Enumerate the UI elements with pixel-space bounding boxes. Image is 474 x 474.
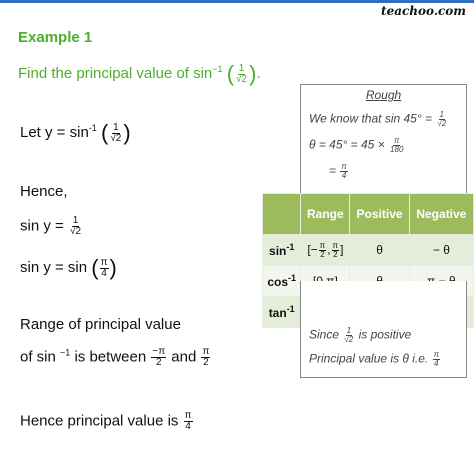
let-fraction (109, 123, 122, 144)
range-a-num: −π (152, 346, 166, 357)
range-sup: −1 (60, 347, 71, 358)
fn-sup: -1 (288, 273, 297, 283)
rough-l2-fraction (389, 137, 404, 154)
range-table-header (263, 194, 474, 235)
siny1-den: √2 (69, 226, 82, 237)
let-sup: -1 (88, 122, 97, 133)
since-den: √2 (344, 335, 354, 344)
siny1-prefix: sin y = (20, 217, 64, 235)
range-a (319, 242, 327, 259)
paren-close: ) (123, 120, 131, 145)
since-tail: is positive (358, 327, 412, 342)
since-fraction (343, 327, 354, 344)
positive-cell: θ (350, 235, 409, 266)
brand-logo: teachoo.com (381, 4, 466, 18)
paren-open: ( (91, 255, 99, 280)
negative-cell: − θ (409, 235, 473, 266)
pv-prefix: Principal value is θ i.e. (309, 351, 429, 366)
table-row-sin (263, 235, 474, 266)
siny1-num: 1 (72, 215, 79, 226)
paren-open: ( (226, 61, 235, 86)
siny2-den: 4 (101, 267, 107, 279)
fn-name: tan (268, 306, 287, 320)
fn-cell (263, 297, 301, 328)
rough-l3-fraction (340, 163, 347, 180)
rough-l1-den: √2 (437, 119, 447, 128)
final-prefix: Hence principal value is (20, 412, 179, 430)
fn-cell (263, 266, 301, 297)
paren-close: ) (109, 255, 117, 280)
range-open: [− (307, 242, 318, 257)
pv-den: 4 (434, 359, 439, 368)
example-title: Example 1 (18, 29, 93, 46)
range-prefix: of sin (20, 348, 56, 366)
range-a-fraction (151, 347, 166, 368)
range-line-2 (20, 347, 211, 368)
rough-line-3 (329, 163, 349, 180)
let-den: √2 (110, 132, 122, 144)
siny2-num: π (100, 256, 108, 268)
range-b-num: π (202, 346, 210, 357)
rough-l1-prefix: We know that sin 45° = (309, 111, 432, 126)
range-cell (301, 235, 350, 266)
range-b (332, 242, 340, 259)
fn-sup: -1 (286, 304, 295, 314)
rough-conclusion-box (300, 281, 467, 378)
range-a-num: π (319, 240, 326, 250)
rough-title: Rough (365, 88, 402, 102)
range-a-den: 2 (155, 357, 162, 368)
paren-open: ( (100, 120, 109, 145)
siny2-fraction (100, 258, 109, 279)
final-fraction (184, 411, 193, 432)
rough-l2-num: π (394, 136, 400, 145)
fn-name: sin (269, 244, 287, 258)
siny2-prefix: sin y = sin (20, 258, 88, 276)
header-positive: Positive (350, 194, 409, 235)
pv-fraction (433, 351, 440, 368)
rough-l3-den: 4 (341, 171, 347, 180)
rough-l2-prefix: θ = 45° = 45 × (309, 137, 385, 152)
range-sep: , (327, 242, 331, 257)
principal-value-line (309, 351, 441, 368)
let-prefix: Let y = sin (20, 123, 89, 141)
range-b-den: 2 (333, 249, 338, 259)
question-den: √2 (236, 73, 248, 85)
range-b-den: 2 (203, 357, 209, 368)
rough-l2-den: 180 (390, 145, 404, 154)
rough-l1-fraction (436, 111, 447, 128)
rough-l1-num: 1 (439, 110, 444, 119)
siny-line-2 (20, 257, 117, 279)
hence-label: Hence, (20, 183, 68, 200)
final-num: π (184, 410, 192, 421)
range-a-den: 2 (320, 249, 325, 259)
question (18, 63, 261, 85)
fn-name: cos (267, 275, 289, 289)
question-fraction (235, 64, 248, 85)
fn-sup: -1 (286, 242, 295, 252)
header-empty (263, 194, 301, 235)
range-mid: is between (74, 348, 147, 366)
let-num: 1 (113, 121, 119, 133)
rough-l3-num: π (341, 162, 347, 171)
range-close: ] (340, 242, 344, 257)
rough-l3-prefix: = (329, 163, 337, 178)
question-num: 1 (238, 62, 245, 74)
rough-line-1 (309, 111, 448, 128)
final-den: 4 (185, 421, 191, 432)
question-tail: . (256, 64, 261, 82)
siny-line-1 (20, 216, 83, 237)
rough-line-2 (309, 137, 405, 154)
siny1-fraction (69, 216, 82, 237)
question-text: Find the principal value of sin (18, 64, 213, 82)
header-negative: Negative (409, 194, 473, 235)
paren-close: ) (249, 61, 257, 86)
range-and: and (171, 348, 197, 366)
fn-cell (263, 235, 301, 266)
rough-box (300, 84, 467, 202)
range-b-fraction (201, 347, 210, 368)
question-sup: −1 (212, 63, 223, 74)
range-b-num: π (332, 240, 339, 250)
since-prefix: Since (309, 327, 340, 342)
since-line (309, 327, 411, 344)
range-line-1: Range of principal value (20, 316, 181, 333)
final-line (20, 411, 194, 432)
pv-num: π (433, 350, 439, 359)
let-line (20, 122, 131, 144)
since-num: 1 (346, 326, 352, 335)
header-range: Range (301, 194, 350, 235)
top-accent-bar (0, 0, 474, 3)
